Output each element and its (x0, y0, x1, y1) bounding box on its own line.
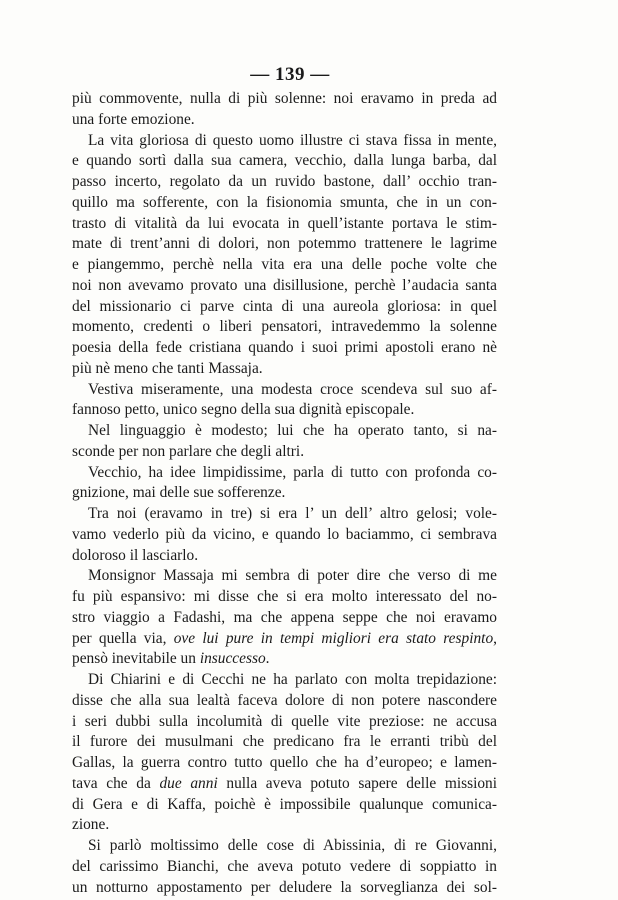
text-line: Si parlò moltissimo delle cose di Abissinia, di re Giovanni, (88, 837, 497, 854)
italic-phrase: insuccesso (199, 650, 266, 668)
text-line: il furore dei musulmani che predicano fra le erranti tribù del (72, 733, 497, 751)
text-line: poesia della fede cristiana quando i suoi primi apostoli erano nè (72, 339, 497, 356)
text-line: disse che alla sua lealtà faceva dolore di non potere nascondere (72, 691, 497, 709)
text-line: Nel linguaggio è modesto; lui che ha operato tanto, si na- (88, 422, 497, 439)
text-line: più nè meno che tanti Massaja. (72, 359, 263, 377)
text-line: sconde per non parlare che degli altri. (72, 442, 305, 460)
text-line: tava che da due anni nulla aveva potuto sapere delle missioni (72, 774, 498, 792)
text-line: Vecchio, ha idee limpidissime, parla di tutto con profonda co- (88, 463, 497, 481)
text-line: doloroso il lasciarlo. (72, 546, 199, 564)
text-line: per quella via, ove lui pure in tempi migliori era stato respinto, (72, 629, 497, 647)
text-line: Vestiva miseramente, una modesta croce scendeva sul suo af- (88, 380, 497, 398)
body-text (72, 89, 497, 898)
text-line: momento, credenti o liberi pensatori, intravedemmo la solenne (72, 318, 497, 336)
text-line: una forte emozione. (72, 110, 195, 128)
text-line: e piangemmo, perchè nella vita era una delle poche volte che (72, 256, 497, 273)
text-line: vamo vederlo più da vicino, e quando lo baciammo, ci sembrava (72, 525, 497, 543)
text-line: i seri dubbi sulla incolumità di quelle vite preziose: ne accusa (72, 712, 497, 730)
text-line: del missionario ci parve cinta di una aureola gloriosa: in quel (72, 297, 497, 315)
text-line: gnizione, mai delle sue sofferenze. (72, 484, 286, 502)
text-line: di Gera e di Kaffa, poichè è impossibile qualunque comunica- (72, 795, 497, 813)
text-line: più commovente, nulla di più solenne: noi eravamo in preda ad (72, 90, 497, 107)
text-line: mate di trent’anni di dolori, non potemmo trattenere le lagrime (72, 235, 497, 253)
italic-phrase: due anni (159, 774, 218, 792)
text-line: zione. (72, 816, 110, 834)
text-line: Di Chiarini e di Cecchi ne ha parlato con molta trepidazione: (88, 671, 497, 688)
text-line: trasto di vitalità da lui evocata in quell’istante portava le stim- (72, 214, 497, 232)
text-line: Gallas, la guerra contro tutto quello che ha d’europeo; e lamen- (72, 754, 497, 771)
text-line: passo incerto, regolato da un ruvido bastone, dall’ occhio tran- (72, 173, 497, 190)
italic-phrase: ove lui pure in tempi migliori era stato respinto (173, 629, 494, 647)
text-line: Tra noi (eravamo in tre) si era l’ un dell’ altro gelosi; vole- (88, 505, 497, 522)
text-line: del carissimo Bianchi, che aveva potuto vedere di soppiatto in (72, 857, 497, 875)
text-line: La vita gloriosa di questo uomo illustre ci stava fissa in mente, (88, 131, 497, 149)
text-line: stro viaggio a Fadashi, ma che appena seppe che noi eravamo (72, 608, 497, 626)
text-line: noi non avevamo provato una disillusione, perchè l’audacia santa (72, 276, 497, 294)
text-line: Monsignor Massaja mi sembra di poter dire che verso di me (88, 567, 497, 585)
text-line: e quando sortì dalla sua camera, vecchio, dalla lunga barba, dal (72, 152, 497, 170)
text-line: quillo ma sofferente, con la fisionomia smunta, che in un con- (72, 193, 497, 211)
page-number: — 139 — (250, 64, 330, 85)
text-line: un notturno appostamento per deludere la sorveglianza dei sol- (72, 878, 497, 896)
text-line: pensò inevitabile un insuccesso. (72, 650, 270, 668)
text-line: fu più espansivo: mi disse che si era molto interessato del no- (72, 588, 497, 605)
text-line: fannoso petto, unico segno della sua dignità episcopale. (72, 401, 415, 419)
